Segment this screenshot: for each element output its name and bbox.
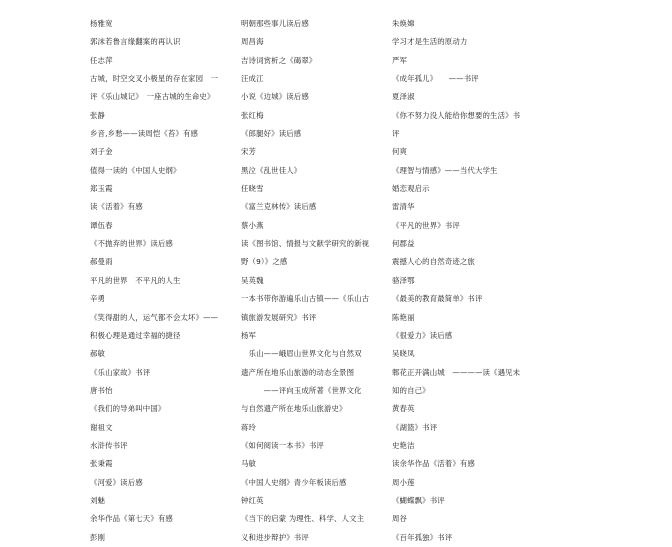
text-line: 古城，时空交叉小极星的存在家园 一	[90, 74, 219, 84]
text-line: 辛勇	[90, 294, 106, 304]
text-line: 《成年孤儿》 ——书评	[392, 74, 479, 84]
text-line: 周谷	[392, 514, 408, 524]
text-line: 学习才是生活的原动力	[392, 37, 468, 47]
text-line: 《乐山家故》书评	[90, 367, 151, 377]
text-line: 野（9）》之感	[241, 257, 288, 267]
text-line: 朱焕嫦	[392, 19, 415, 28]
text-line: 杨雅宽	[90, 19, 113, 28]
text-line: 唐书怡	[90, 385, 113, 395]
column-left	[90, 15, 240, 547]
text-line: 宋芳	[241, 147, 257, 157]
text-line: 吴英魏	[241, 275, 264, 285]
text-line: 《湖篮》书评	[392, 422, 438, 432]
text-line: 遗产所在地乐山旅游的动态全景图	[241, 367, 355, 377]
text-line: 读《活着》有感	[90, 202, 143, 212]
column-middle	[241, 15, 391, 547]
text-line: 谭伍春	[90, 220, 113, 230]
text-line: 吴晓凤	[392, 349, 415, 359]
text-line: 陈艳丽	[392, 312, 415, 322]
text-line: 骆泽鄂	[392, 275, 415, 285]
text-line: 严军	[392, 55, 408, 65]
text-line: 《河爱》读后感	[90, 477, 143, 487]
text-line: 周昌海	[241, 37, 264, 47]
text-line: 张静	[90, 110, 106, 120]
text-line: 《蝴蝶飘》书评	[392, 495, 445, 505]
text-line: 吉诗词赏析之《碣翠》	[241, 55, 317, 65]
text-line: 任志萍	[90, 55, 113, 65]
text-line: 水浒传书评	[90, 440, 128, 450]
text-line: 《富兰克林传》读后感	[241, 202, 317, 212]
text-line: 史艳洁	[392, 440, 415, 450]
text-line: 《你不努力没人能给你想要的生活》书	[392, 110, 521, 120]
text-line: 义和进步辩护》书评	[241, 532, 309, 542]
text-line: 《中国人史纲》青少年板读后感	[241, 477, 347, 487]
text-line: 郭沫若鲁言缘翻案的再认识	[90, 37, 181, 47]
text-line: 马敏	[241, 459, 257, 469]
text-line: 何爽	[392, 147, 408, 157]
text-line: 小说《边城》读后感	[241, 92, 309, 102]
text-line: 乡音,乡愁——读周恺《苔》有感	[90, 129, 199, 139]
text-line: 震撼人心的自然奇迹之旅	[392, 257, 475, 267]
text-line: 明朝那些事儿读后感	[241, 19, 309, 28]
text-line: 《理智与情感》——当代大学生	[392, 165, 498, 175]
text-line: 与自然遗产所在地乐山旅游史》	[241, 404, 347, 414]
text-line: 郫花正开满山城 ————读《遇见未	[392, 367, 521, 377]
text-line: 黄春英	[392, 404, 415, 414]
text-line: 周小莲	[392, 477, 415, 487]
text-line: 《如何阅读一本书》书评	[241, 440, 324, 450]
text-line: 《最美的教育最简单》书评	[392, 294, 483, 304]
text-line: 《百年孤独》书评	[392, 532, 453, 542]
text-line: 郝敏	[90, 349, 106, 359]
text-line: ——评向玉成所著《世界文化	[241, 385, 362, 395]
text-line: 蔡小燕	[241, 220, 264, 230]
text-line: 平凡的世界 不平凡的人生	[90, 275, 181, 285]
text-line: 《我们的导弟叫中国》	[90, 404, 166, 414]
text-line: 《当下的启蒙 为理性、科学、人文主	[241, 514, 365, 524]
text-line: 杨军	[241, 330, 257, 340]
text-line: 《很爱力》读后感	[392, 330, 453, 340]
text-line: 值得一读的《中国人史纲》	[90, 165, 181, 175]
text-line: 黑泣《乱世佳人》	[241, 165, 302, 175]
text-line: 镇旅游发展研究》书评	[241, 312, 317, 322]
text-line: 雷清华	[392, 202, 415, 212]
column-right	[392, 15, 542, 547]
text-line: 汪成江	[241, 74, 264, 84]
text-line: 夏泽淑	[392, 92, 415, 102]
text-line: 一本书带你游遍乐山古镇——《乐山古	[241, 294, 370, 304]
text-line: 郑玉霞	[90, 184, 113, 194]
text-line: 读《图书馆、情报与文献学研究的新视	[241, 239, 370, 249]
text-line: 《平凡的世界》书评	[392, 220, 460, 230]
text-line: 读余华作品《活着》有感	[392, 459, 475, 469]
text-line: 知的自己》	[392, 385, 430, 395]
text-line: 余华作品《第七天》有感	[90, 514, 173, 524]
text-line: 评	[392, 129, 400, 139]
text-line: 刘魅	[90, 495, 106, 505]
text-line: 谢祖文	[90, 422, 113, 432]
text-line: 刘子金	[90, 147, 113, 157]
text-line: 彭刚	[90, 532, 106, 542]
text-line: 张秉霞	[90, 459, 113, 469]
text-line: 蒋玲	[241, 422, 257, 432]
text-line: 婚恋观启示	[392, 184, 430, 194]
text-line: 评《乐山城记》 一座古城的生命史》	[90, 92, 215, 102]
text-line: 积极心理是通过幸福的捷径	[90, 330, 181, 340]
text-line: 何郡益	[392, 239, 415, 249]
text-line: 乐山——峨眉山世界文化与自然双	[241, 349, 362, 359]
text-line: 《郎腿好》读后感	[241, 129, 302, 139]
text-line: 任晓雪	[241, 184, 264, 194]
text-line: 《笑得甜的人，运气都不会太坏》——	[90, 312, 219, 322]
text-line: 郝曼雨	[90, 257, 113, 267]
text-line: 《不抛弃的世界》读后感	[90, 239, 173, 249]
text-line: 钟红英	[241, 495, 264, 505]
text-line: 张红梅	[241, 110, 264, 120]
